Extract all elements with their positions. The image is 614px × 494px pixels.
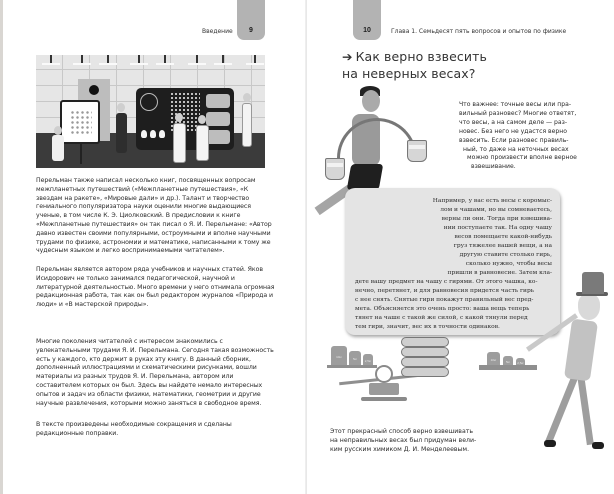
scale-foot — [361, 397, 407, 401]
weight-label: 5кг — [505, 360, 511, 365]
callout-line: груз тяжелее вашей вещи, а на — [453, 243, 552, 249]
scientist-head — [175, 113, 183, 122]
weight-icon — [516, 358, 525, 365]
weight-label: 5кг — [352, 357, 358, 362]
weight-icon — [503, 356, 513, 365]
runner-head — [362, 90, 380, 112]
scientist-figure — [52, 135, 64, 161]
ceiling-lamp-icon — [222, 55, 224, 63]
intro-line: что весы, а на самом деле — раз- — [459, 118, 568, 126]
bucket-icon — [325, 158, 345, 180]
scale-base — [369, 383, 399, 395]
page-number-right: 10 — [363, 27, 371, 34]
paragraph-1: Перельман также написал несколько книг, посвященных вопросам межпланетных путешествий («Межпланетные путешествия», «К звездам на ракете», «Мировые дали» и др.). Талант и творчество гениального популяризатора науки оценили многие выдающиеся ученые, в том числе К. Э. Циолковский. В предисловии к книге «Межпланетные путешествия» он так писал о Я. И. Перельмане: «Автор давно известен своими популярными, остроумными и вполне научными трудами по физике, астрономии и математике, написанными к тому же чудесным языком и легко воспринимаемыми читателем». — [36, 177, 272, 255]
callout-line: тем гири, значит, вес их в точности одинаков. — [355, 324, 500, 330]
scientist-figure — [173, 123, 186, 163]
atom-icon — [140, 93, 158, 111]
running-head-right: Глава 1. Семьдесят пять вопросов и опытов по физике — [391, 28, 567, 35]
callout-line: пришли в равновесие. Затем кла- — [447, 270, 552, 276]
molecule-icon — [70, 110, 92, 134]
scientist-head — [243, 93, 251, 102]
yoke — [337, 118, 417, 158]
gentleman-body — [564, 318, 598, 381]
leg — [545, 376, 578, 444]
light-bulb-icon — [150, 130, 156, 138]
final-line: ким русским химиком Д. И. Менделеевым. — [330, 446, 470, 453]
ceiling-lamp-icon — [254, 55, 256, 63]
weights-tray — [479, 365, 537, 370]
intro-line: взвесить. Если разновес правиль- — [459, 136, 569, 144]
callout-line: нечно, перетянет, и для равновесия придется часть гирь — [355, 288, 534, 294]
callout-line: мета. Объясняется это очень просто: ваша вещь теперь — [355, 306, 530, 312]
ceiling-lamp-icon — [50, 55, 52, 63]
callout-line: верны ли они. Тогда при взвешива- — [441, 216, 552, 222]
paragraph-2: Перельман является автором ряда учебников и научных статей. Яков Исидорович не только занимался педагогической, научной и литературной деятельностью. Много времени у него отнимала огромная редакционная работа, так как он был редактором журналов «Природа и люди» и «В мастерской природы». — [36, 266, 275, 309]
page-number-left: 9 — [249, 27, 253, 34]
sack — [401, 337, 449, 347]
paragraph-4: В тексте произведены необходимые сокращения и сделаны редакционные поправки. — [36, 421, 232, 437]
paragraph-3: Многие поколения читателей с интересом знакомились с увлекательными трудами Я. И. Перельмана. Сегодня такая возможность есть у каждого, кто держит в руках эту книгу. В данный сборник, дополненный иллюстрациями и схематическими рисунками, вошли материалы из разных трудов Я. И. Перельмана, автором или составителем которых он был. Здесь вы найдете немало интересных опытов и задач из области физики, математики, геометрии и другие научные развлечения, которыми можно заняться в свободное время. — [36, 338, 274, 407]
intro-line: вильный разновес? Многие ответят, — [459, 109, 577, 117]
shoe-icon — [544, 440, 556, 447]
scale-pan — [327, 365, 377, 368]
water — [409, 145, 425, 149]
callout-line: нии поступаете так. На одну чашу — [443, 225, 552, 231]
scale-dial-icon — [375, 365, 393, 383]
molecule-board — [60, 100, 100, 144]
sacks-icon — [401, 335, 449, 377]
callout-line: лом и чашами, но вы сомневаетесь, — [440, 207, 552, 213]
light-bulb-icon — [159, 130, 165, 138]
ceiling-lamp-icon — [107, 55, 109, 63]
final-paragraph — [330, 427, 500, 454]
section-title-line-2: на неверных весах? — [342, 66, 476, 81]
sack — [401, 347, 449, 357]
board-stand — [80, 144, 82, 164]
callout-line: с нее снять. Снятые гири покажут правильный вес пред- — [355, 297, 534, 303]
example-callout-box — [345, 188, 560, 335]
waveform-display — [206, 112, 230, 126]
intro-line: ный, то даже на неточных весах — [463, 145, 569, 153]
final-line: на неправильных весах был придуман вели- — [330, 437, 477, 444]
waveform-display — [206, 94, 230, 108]
runner-shorts — [347, 164, 384, 190]
weight-label: 10кг — [336, 354, 342, 359]
intro-line: новес. Без него не удастся верно — [459, 127, 567, 135]
gentleman-with-tray-illustration — [532, 270, 614, 470]
section-title — [342, 48, 542, 82]
arrow-right-icon: ➔ — [342, 49, 353, 64]
callout-line: Например, у вас есть весы с коромыс- — [432, 198, 552, 204]
bucket-icon — [407, 140, 427, 162]
weight-label: 2,5кг — [517, 361, 524, 366]
page-number-tab-right — [353, 0, 381, 40]
weight-label: 2,5кг — [364, 358, 372, 363]
weight-icon — [349, 351, 361, 365]
intro-line: взвешивание. — [471, 163, 516, 171]
scientist-head — [117, 103, 125, 112]
gentleman-face — [578, 294, 600, 320]
light-bulb-icon — [141, 130, 147, 138]
laboratory-illustration — [36, 55, 265, 168]
water — [327, 163, 343, 167]
intro-line: можно произвести вполне верное — [467, 154, 577, 162]
weight-icon — [331, 346, 347, 365]
scientist-figure — [116, 113, 127, 153]
running-head-left: Введение — [202, 28, 233, 35]
right-page — [307, 0, 614, 494]
callout-line: дете вашу предмет на чашу с гирями. От этого чашка, ко- — [355, 279, 538, 285]
sack — [401, 367, 449, 377]
ceiling-lamp-icon — [138, 55, 140, 63]
callout-line: тянет на чаше с такой же силой, с какой тянули перед — [355, 315, 528, 321]
ceiling-lamp-icon — [81, 55, 83, 63]
scientist-head — [54, 126, 62, 135]
callout-line: другую ставите столько гирь, — [459, 252, 552, 258]
door-light-icon — [89, 85, 99, 95]
section-title-line-1: Как верно взвесить — [355, 49, 487, 64]
weight-icon — [487, 352, 500, 365]
weight-label: 10кг — [490, 357, 497, 362]
scientist-head — [198, 115, 206, 124]
ceiling-lamp-icon — [164, 55, 166, 63]
ceiling-lamp-icon — [196, 55, 198, 63]
final-line: Этот прекрасный способ верно взвешивать — [330, 428, 473, 435]
waveform-display — [206, 130, 230, 144]
balance-scale-illustration — [319, 345, 454, 405]
scientist-figure — [196, 125, 209, 161]
callout-line: сколько нужно, чтобы весы — [465, 261, 552, 267]
weight-icon — [363, 354, 373, 365]
intro-paragraph — [459, 101, 609, 172]
callout-line: весов помещаете какой-нибудь — [454, 234, 552, 240]
sack — [401, 357, 449, 367]
intro-line: Что важнее: точные весы или пра- — [459, 101, 572, 108]
callout-text — [345, 188, 560, 335]
page-number-tab-left — [237, 0, 265, 40]
shoe-icon — [592, 442, 604, 449]
scientist-figure — [242, 103, 252, 147]
top-hat-icon — [582, 272, 604, 294]
leg — [577, 375, 594, 445]
